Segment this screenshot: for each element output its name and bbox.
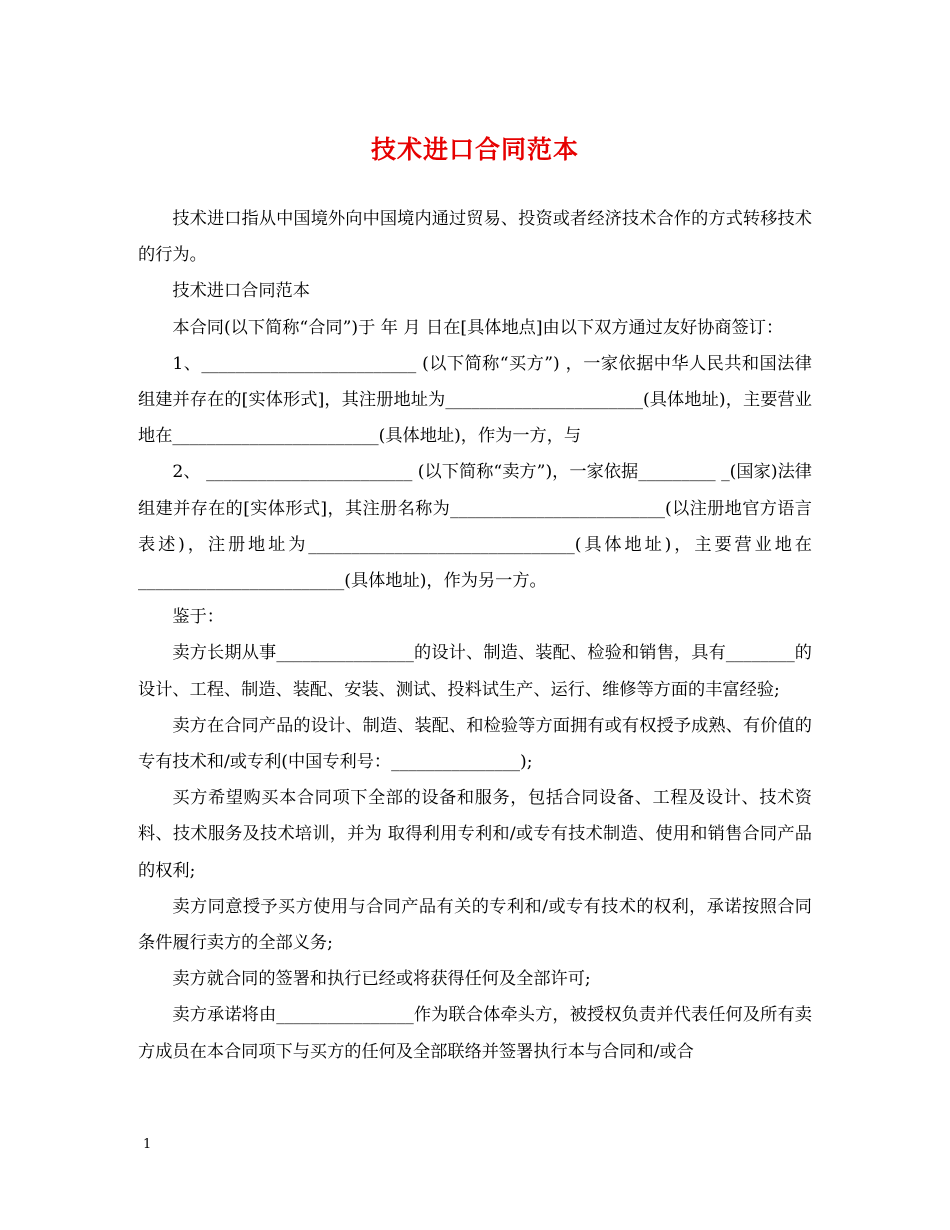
paragraph-party-seller: 2、 ________________________ (以下简称“卖方”)，一家依据_________ _(国家)法律组建并存在的[实体形式]，其注册名称为_________________________(以注册地官方语言表述)，注册地址为_______________________________(具体地址)，主要营业地在________________________(具体地址)，作为另一方。 bbox=[138, 462, 812, 592]
paragraph-preamble: 本合同(以下简称“合同”)于 年 月 日在[具体地点]由以下双方通过友好协商签订： bbox=[172, 317, 784, 338]
paragraph-party-buyer: 1、_________________________ (以下简称“买方”) ，一家依据中华人民共和国法律组建并存在的[实体形式]，其注册地址为_______________________(具体地址)，主要营业地在________________________(具体地址)，作为一方，与 bbox=[138, 353, 812, 447]
paragraph-recital-5: 卖方就合同的签署和执行已经或将获得任何及全部许可; bbox=[172, 969, 591, 990]
paragraph-intro: 技术进口指从中国境外向中国境内通过贸易、投资或者经济技术合作的方式转移技术的行为。 bbox=[138, 209, 812, 266]
document-body bbox=[138, 201, 812, 1070]
paragraph-whereas: 鉴于： bbox=[172, 607, 224, 628]
paragraph-recital-4: 卖方同意授予买方使用与合同产品有关的专利和/或专有技术的权利，承诺按照合同条件履行卖方的全部义务; bbox=[138, 896, 812, 954]
paragraph-recital-3: 买方希望购买本合同项下全部的设备和服务，包括合同设备、工程及设计、技术资料、技术服务及技术培训，并为 取得利用专利和/或专有技术制造、使用和销售合同产品的权利; bbox=[138, 788, 812, 881]
paragraph-recital-2: 卖方在合同产品的设计、制造、装配、和检验等方面拥有或有权授予成熟、有价值的专有技术和/或专利(中国专利号：_______________); bbox=[138, 715, 812, 773]
page-number: 1 bbox=[143, 1137, 152, 1152]
paragraph-recital-1: 卖方长期从事________________的设计、制造、装配、检验和销售，具有________的设计、工程、制造、装配、安装、测试、投料试生产、运行、维修等方面的丰富经验; bbox=[138, 643, 812, 700]
paragraph-recital-6: 卖方承诺将由________________作为联合体牵头方，被授权负责并代表任何及所有卖方成员在本合同项下与买方的任何及全部联络并签署执行本与合同和/或合 bbox=[138, 1005, 812, 1062]
paragraph-heading: 技术进口合同范本 bbox=[172, 281, 310, 302]
document-title: 技术进口合同范本 bbox=[370, 135, 579, 164]
